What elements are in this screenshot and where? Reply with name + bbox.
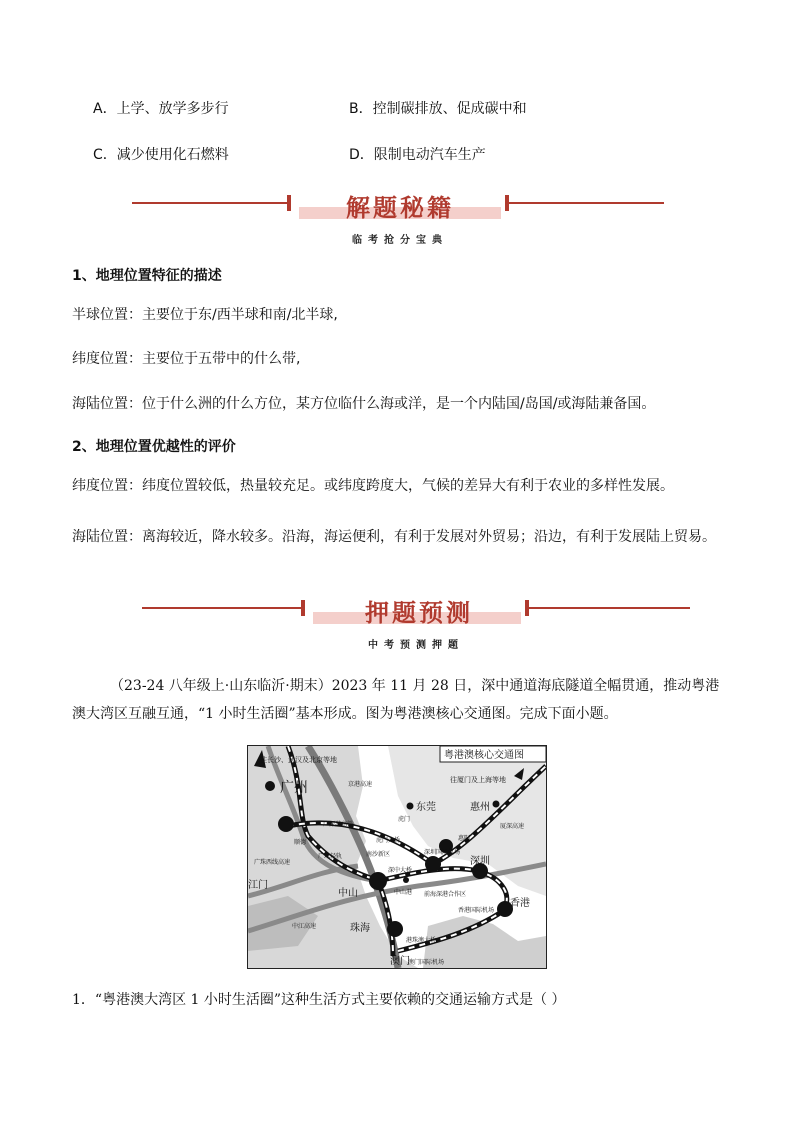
label-xiashen: 厦深高速 [500, 823, 525, 830]
label-to-east: 往厦门及上海等地 [450, 776, 506, 784]
label-jinggang: 京港高速 [348, 781, 373, 788]
section-subtitle: 临考抢分宝典 [352, 235, 448, 246]
banner-left-line [132, 202, 287, 204]
label-zhongjiang: 中江高速 [292, 923, 317, 930]
city-dot-icon [403, 877, 409, 883]
section-banner-prediction [0, 592, 794, 652]
question-intro: （23-24 八年级上·山东临沂·期末）2023 年 11 月 28 日，深中通道海底隧道全幅贯通，推动粤港澳大湾区互融互通，“1 小时生活圈”基本形成。图为粤港澳核心交通图。完成下面小题。 [72, 678, 720, 722]
label-dongguan: 东莞 [416, 802, 436, 813]
label-guangzhu-west: 广珠西线高速 [254, 859, 291, 866]
label-hongkong: 香港 [510, 898, 530, 909]
label-to-north: 往长沙、武汉及北京等地 [260, 756, 337, 764]
question-1: 1．“粤港澳大湾区 1 小时生活圈”这种生活方式主要依赖的交通运输方式是（ ） [72, 992, 566, 1008]
banner-right-line [529, 607, 690, 609]
hub-icon [369, 872, 387, 890]
banner-left-cap [301, 600, 305, 616]
hub-icon [387, 921, 403, 937]
tip-sea-land: 海陆位置：位于什么洲的什么方位，某方位临什么海或洋，是一个内陆国/岛国/或海陆兼备国。 [72, 396, 656, 412]
label-macau: 澳门 [390, 956, 410, 967]
label-humen: 虎门 [398, 816, 411, 823]
label-guangzhou: 广州 [280, 780, 308, 796]
label-jiangmen: 江门 [248, 880, 268, 891]
section-title: 解题秘籍 [346, 193, 454, 222]
banner-left-cap [287, 195, 291, 211]
traffic-map-svg [248, 746, 546, 968]
hub-icon [278, 816, 294, 832]
label-zhuhai: 珠海 [350, 923, 370, 934]
label-shunde: 顺德 [294, 839, 307, 846]
label-hk-airport: 香港国际机场 [458, 907, 495, 914]
city-dot-icon [493, 801, 500, 808]
label-zhongshan: 中山 [338, 888, 358, 899]
tip-heading-1: 1、地理位置特征的描述 [72, 268, 222, 284]
section-subtitle: 中考预测押题 [368, 640, 464, 651]
label-humen-bridge: 虎门大桥 [376, 837, 401, 844]
tip-heading-2: 2、地理位置优越性的评价 [72, 439, 236, 455]
option-b: B．控制碳排放、促成碳中和 [349, 101, 527, 117]
option-c: C．减少使用化石燃料 [93, 147, 229, 163]
section-title: 押题预测 [365, 598, 473, 627]
tip-latitude: 纬度位置：主要位于五带中的什么带, [72, 351, 301, 367]
traffic-map [247, 745, 547, 969]
banner-right-line [509, 202, 664, 204]
city-dot-icon [407, 803, 414, 810]
label-zhongshan-port: 中山港 [394, 889, 413, 896]
banner-left-line [142, 607, 301, 609]
tip-sea-land-eval: 海陆位置：离海较近，降水较多。沿海，海运便利，有利于发展对外贸易；沿边，有利于发展陆上贸易。 [72, 529, 716, 545]
map-title: 粤港澳核心交通图 [444, 750, 524, 761]
label-shenzhong: 深中大桥 [388, 867, 413, 874]
section-banner-tips [0, 185, 794, 245]
label-nansha: 南沙新区 [366, 851, 391, 858]
label-gangzhuao: 港珠澳大桥 [406, 937, 437, 944]
label-shenzhen: 深圳 [470, 856, 490, 867]
label-qianhai: 前海深港合作区 [424, 891, 467, 898]
tip-hemisphere: 半球位置：主要位于东/西半球和南/北半球, [72, 307, 338, 323]
option-a: A．上学、放学多步行 [93, 101, 229, 117]
label-huiyang: 惠阳 [458, 835, 471, 842]
label-huizhou: 惠州 [470, 802, 490, 813]
label-guangshen: 广深港高铁 [323, 821, 354, 828]
label-macau-airport: 澳门国际机场 [408, 959, 445, 966]
label-shenzhen-airport: 深圳国际机场 [424, 849, 461, 856]
city-dot-icon [265, 781, 275, 791]
label-guangzhu: 广珠轻轨 [318, 853, 343, 860]
tip-latitude-eval: 纬度位置：纬度位置较低，热量较充足。或纬度跨度大，气候的差异大有利于农业的多样性发展。 [72, 478, 674, 494]
hub-icon [425, 856, 441, 872]
option-d: D．限制电动汽车生产 [349, 147, 486, 163]
